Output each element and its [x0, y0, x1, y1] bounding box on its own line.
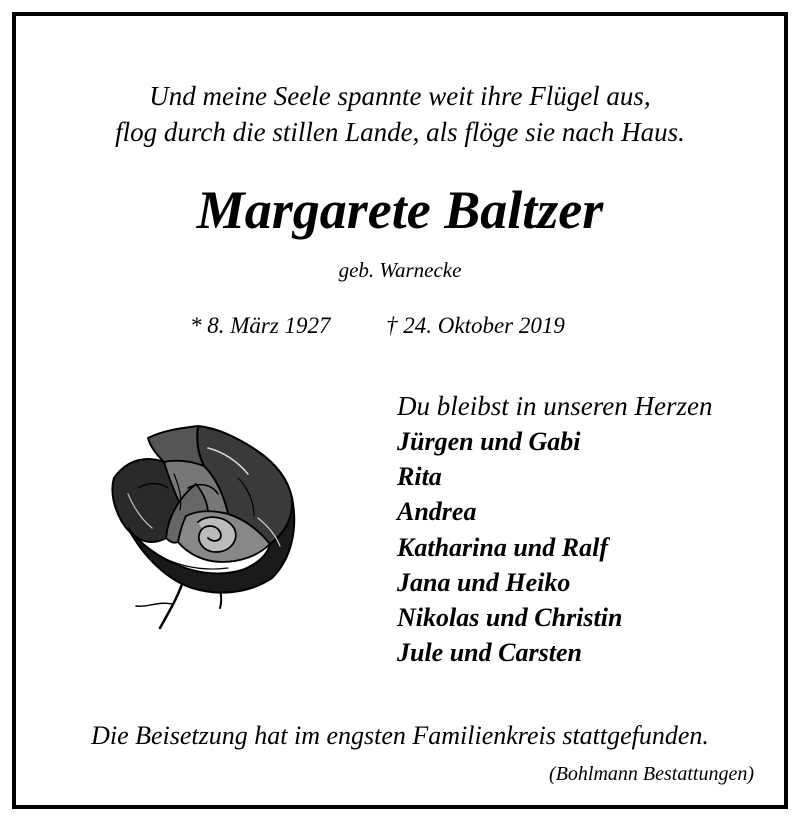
birth-date: * 8. März 1927	[190, 313, 331, 338]
mourner-name: Andrea	[397, 497, 477, 527]
burial-note: Die Beisetzung hat im engsten Familienkreis stattgefunden.	[91, 721, 709, 750]
poem-line-2: flog durch die stillen Lande, als flöge sie nach Haus.	[115, 117, 685, 147]
poem-line-1: Und meine Seele spannte weit ihre Flügel aus,	[149, 81, 651, 111]
deceased-name: Margarete Baltzer	[196, 180, 604, 240]
mourner-name: Jana und Heiko	[397, 567, 571, 597]
mourner-name: Rita	[397, 462, 442, 492]
signoff-line: Du bleibst in unseren Herzen	[397, 391, 713, 421]
undertaker-credit: (Bohlmann Bestattungen)	[549, 763, 754, 785]
mourners-list	[397, 424, 622, 670]
mourner-name: Jürgen und Gabi	[397, 427, 581, 456]
mourner-name: Nikolas und Christin	[397, 603, 623, 633]
mourner-name: Jule und Carsten	[397, 638, 582, 668]
mourner-name: Katharina und Ralf	[397, 532, 608, 562]
maiden-name: geb. Warnecke	[338, 258, 462, 282]
death-date: † 24. Oktober 2019	[386, 313, 565, 338]
rose-icon	[108, 418, 298, 633]
